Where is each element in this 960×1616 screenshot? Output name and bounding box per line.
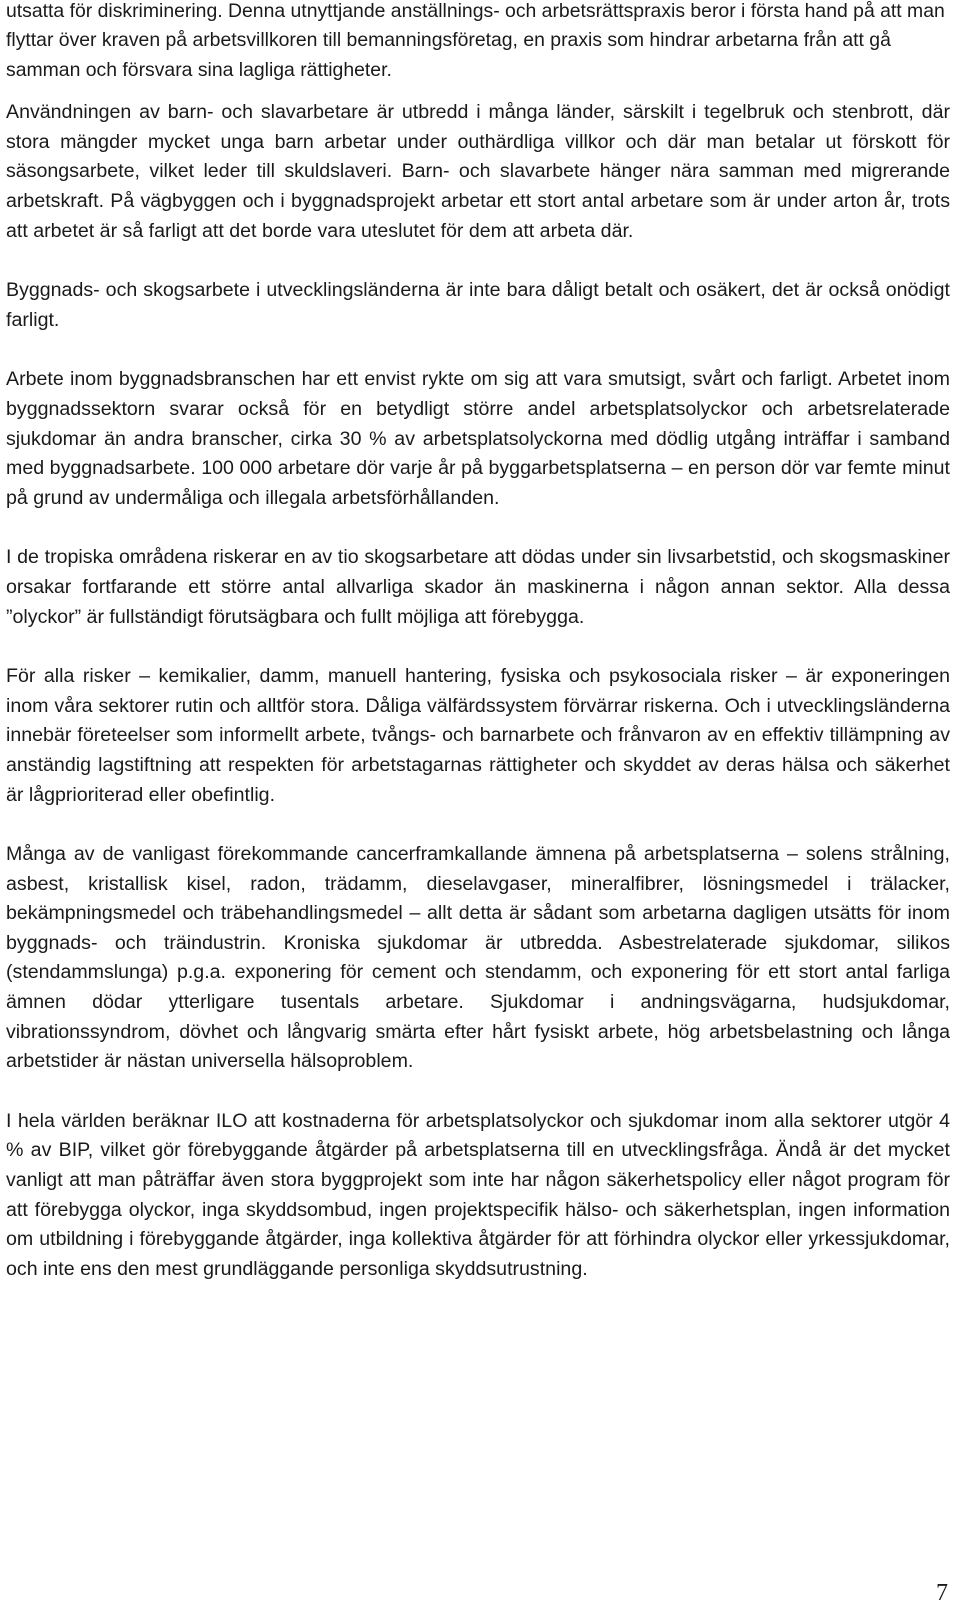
paragraph-child-labour: Användningen av barn- och slavarbetare är utbredd i många länder, särskilt i tegelbruk och stenbrott, där stora mängder mycket unga barn arbetar under outhärdliga villkor och där man betalar ut förskott för säsongsarbete, vilket leder till skuldslaveri. Barn- och slavarbete hänger nära samman med migrerande arbetskraft. På vägbyggen och i byggnadsprojekt arbetar ett stort antal arbetare som är under arton år, trots att arbetet är så farligt att det borde vara uteslutet för dem att arbeta där. <box>6 101 950 242</box>
document-page <box>6 0 950 1284</box>
paragraph-forestry-risks: I de tropiska områdena riskerar en av tio skogsarbetare att dödas under sin livsarbetstid, och skogsmaskiner orsakar fortfarande ett större antal allvarliga skador än maskinerna i någon annan sektor. Alla dessa ”olyckor” är fullständigt förutsägbara och fullt möjliga att förebygga. <box>6 546 950 628</box>
paragraph-carcinogens: Många av de vanligast förekommande cancerframkallande ämnena på arbetsplatserna – solens strålning, asbest, kristallisk kisel, radon, trädamm, dieselavgaser, mineralfibrer, lösningsmedel i trälacker, bekämpningsmedel och träbehandlingsmedel – allt detta är sådant som arbetarna dagligen utsätts för inom byggnads- och träindustrin. Kroniska sjukdomar är utbredda. Asbestrelaterade sjukdomar, silikos (stendammslunga) p.g.a. exponering för cement och stendamm, och exponering för ett stort antal farliga ämnen dödar ytterligare tusentals arbetare. Sjukdomar i andningsvägarna, hudsjukdomar, vibrationssyndrom, dövhet och långvarig smärta efter hårt fysiskt arbete, hög arbetsbelastning och långa arbetstider är nästan universella hälsoproblem. <box>6 843 950 1073</box>
paragraph-construction-risks: Arbete inom byggnadsbranschen har ett envist rykte om sig att vara smutsigt, svårt och farligt. Arbetet inom byggnadssektorn svarar också för en betydligt större andel arbetsplatsolyckor och arbetsrelaterade sjukdomar än andra branscher, cirka 30 % av arbetsplatsolyckorna med dödlig utgång inträffar i samband med byggnadsarbete. 100 000 arbetare dör varje år på byggarbetsplatserna – en person dör var femte minut på grund av undermåliga och illegala arbetsförhållanden. <box>6 368 950 509</box>
paragraph-ilo-costs: I hela världen beräknar ILO att kostnaderna för arbetsplatsolyckor och sjukdomar inom alla sektorer utgör 4 % av BIP, vilket gör förebyggande åtgärder på arbetsplatserna till en utvecklingsfråga. Ändå är det mycket vanligt att man påträffar även stora byggprojekt som inte har någon säkerhetspolicy eller något program för att förebygga olyckor, inga skyddsombud, ingen projektspecifik hälso- och säkerhetsplan, ingen information om utbildning i förebyggande åtgärder, inga kollektiva åtgärder för att förhindra olyckor eller yrkessjukdomar, och inte ens den mest grundläggande personliga skyddsutrustning. <box>6 1109 950 1280</box>
paragraph-worker-rights: utsatta för diskriminering. Denna utnyttjande anställnings- och arbetsrättspraxis beror i första hand på att man flyttar över kraven på arbetsvillkoren till bemanningsföretag, en praxis som hindrar arbetarna från att gå samman och försvara sina lagliga rättigheter. <box>6 0 945 81</box>
paragraph-developing-countries: Byggnads- och skogsarbete i utvecklingsländerna är inte bara dåligt betalt och osäkert, det är också onödigt farligt. <box>6 279 950 331</box>
page-number: 7 <box>936 1580 948 1606</box>
paragraph-exposure: För alla risker – kemikalier, damm, manuell hantering, fysiska och psykosociala risker – är exponeringen inom våra sektorer rutin och alltför stora. Dåliga välfärdssystem förvärrar riskerna. Och i utvecklingsländerna innebär företeelser som informellt arbete, tvångs- och barnarbete och frånvaron av en effektiv tillämpning av anständig lagstiftning att respekten för arbetstagarnas rättigheter och skyddet av deras hälsa och säkerhet är lågprioriterad eller obefintlig. <box>6 665 950 806</box>
